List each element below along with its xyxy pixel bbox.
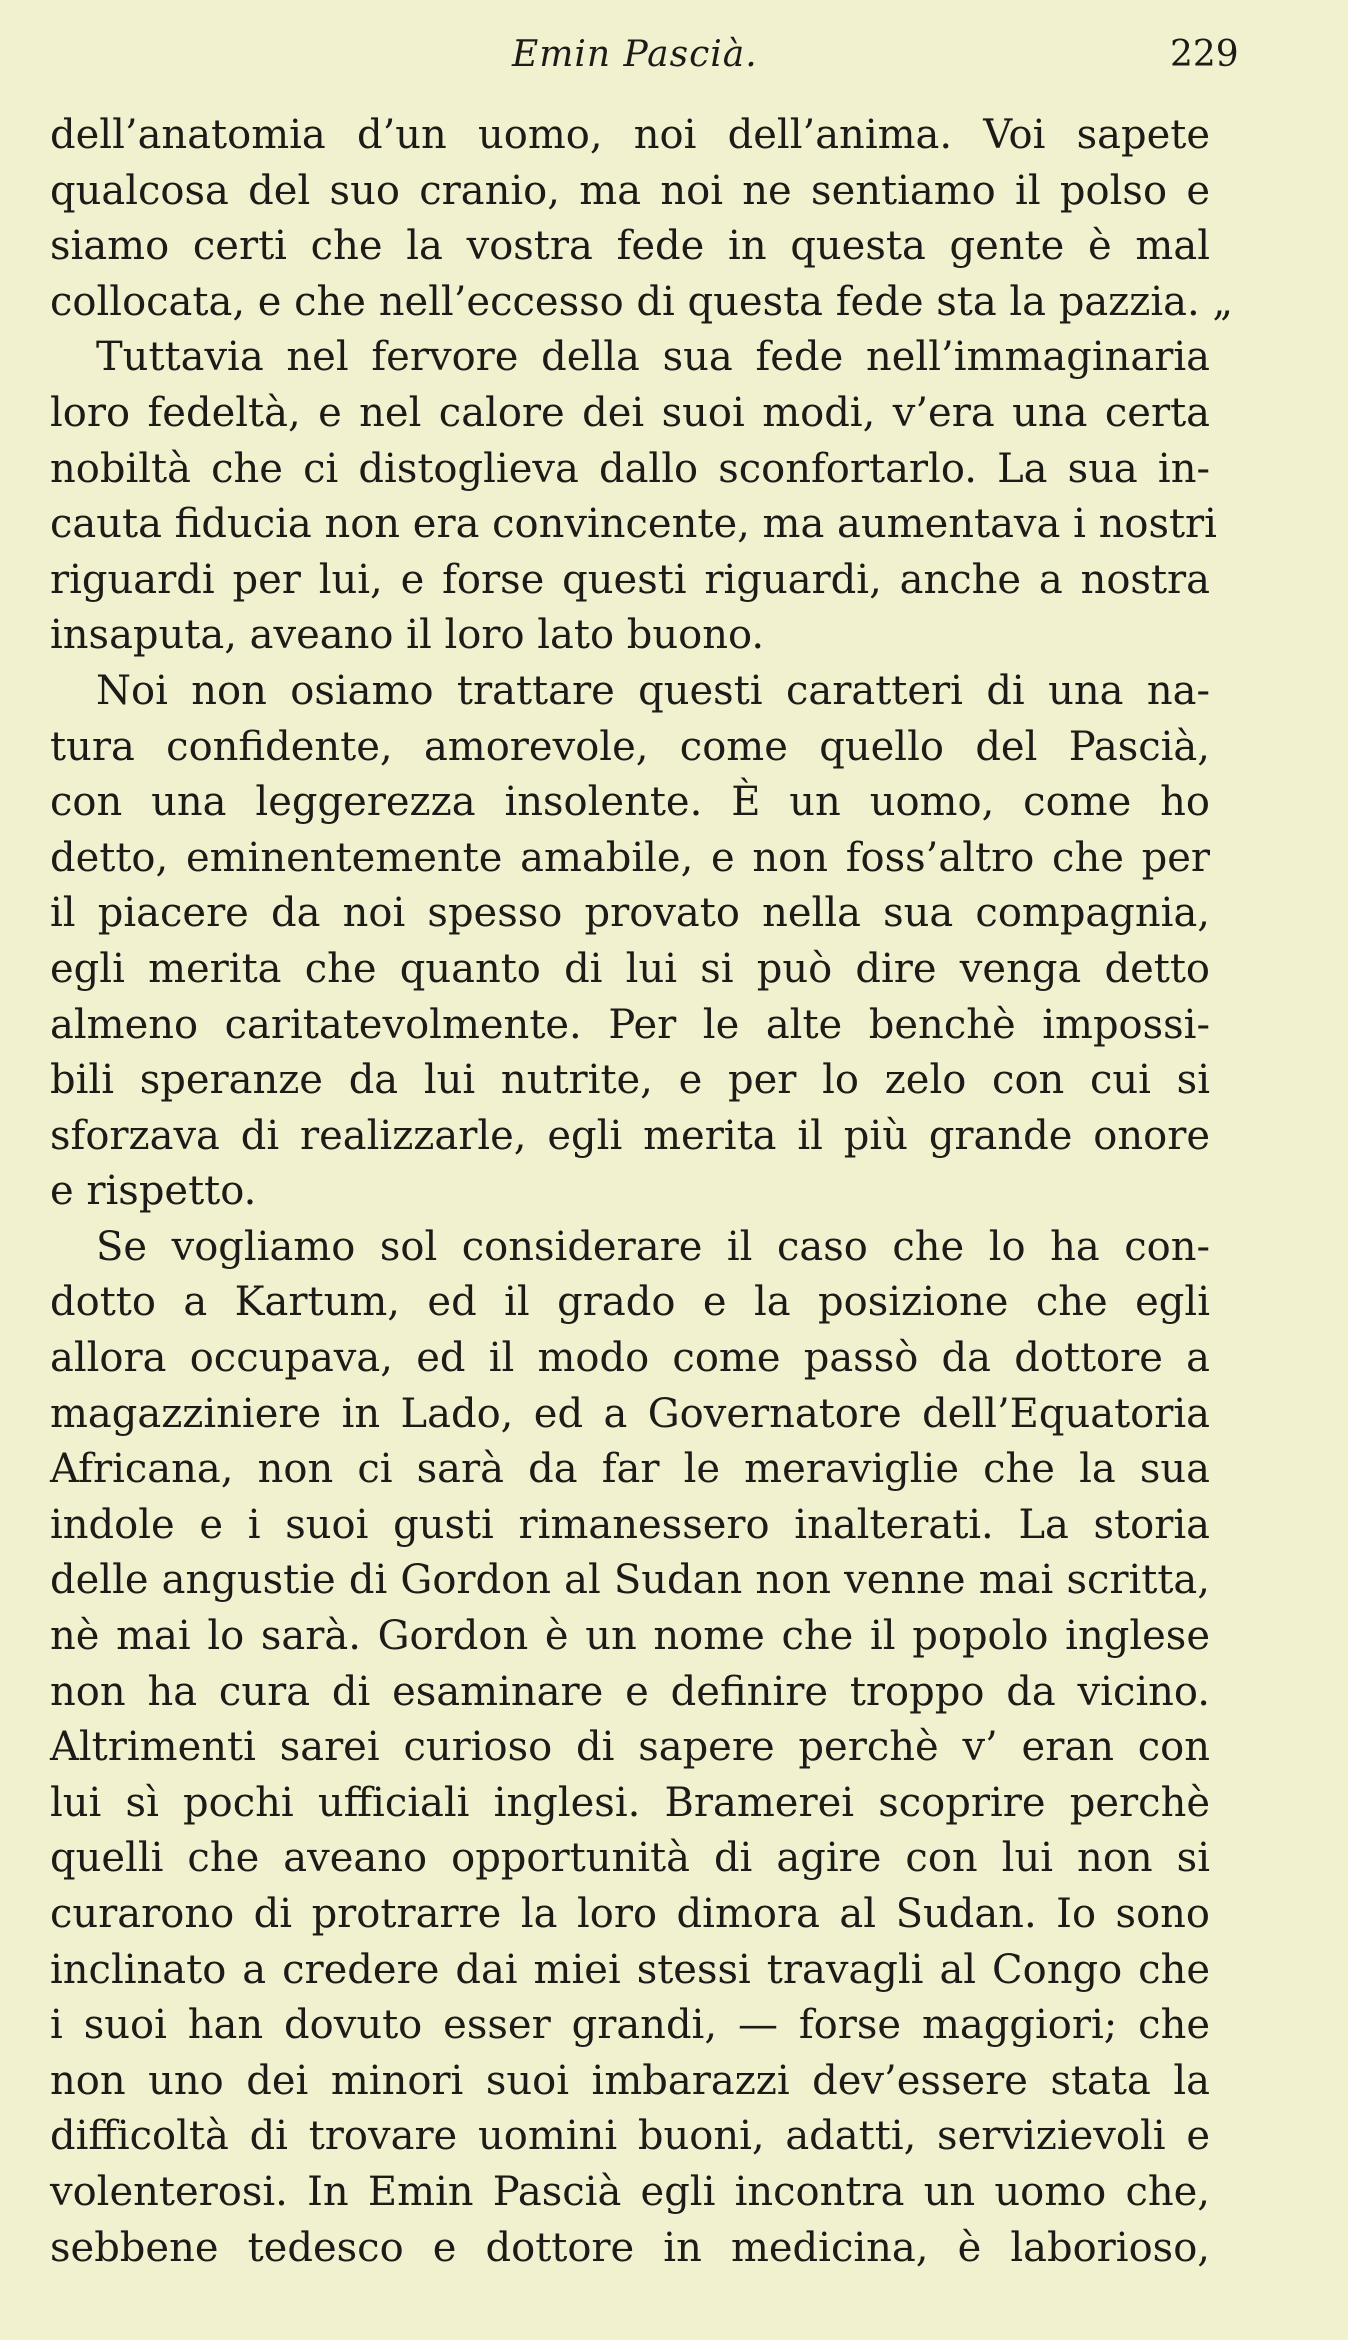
text-line: Altrimenti sarei curioso di sapere perchè v’ eran con [50, 1724, 1210, 1771]
text-line: almeno caritatevolmente. Per le alte benchè impossi- [50, 1001, 1210, 1048]
text-line: quelli che aveano opportunità di agire con lui non si [50, 1835, 1210, 1882]
text-line: Noi non osiamo trattare questi caratteri di una na- [96, 667, 1210, 714]
text-line: bili speranze da lui nutrite, e per lo zelo con cui si [50, 1057, 1210, 1104]
text-body [50, 108, 1234, 2276]
page-number: 229 [1170, 34, 1239, 75]
text-line: loro fedeltà, e nel calore dei suoi modi, v’era una certa [50, 389, 1210, 436]
text-line: non ha cura di esaminare e definire troppo da vicino. [50, 1668, 1210, 1715]
text-line: e rispetto. [50, 1168, 257, 1215]
text-line: volenterosi. In Emin Pascià egli incontra un uomo che, [50, 2168, 1210, 2215]
text-line: sforzava di realizzarle, egli merita il più grande onore [50, 1112, 1210, 1159]
text-line: indole e i suoi gusti rimanessero inalterati. La storia [50, 1501, 1210, 1548]
text-line: Africana, non ci sarà da far le meraviglie che la sua [50, 1446, 1210, 1493]
text-line: sebbene tedesco e dottore in medicina, è laborioso, [50, 2224, 1210, 2271]
text-line: il piacere da noi spesso provato nella sua compagnia, [50, 890, 1210, 937]
text-line: delle angustie di Gordon al Sudan non venne mai scritta, [50, 1557, 1210, 1604]
text-line: dell’anatomia d’un uomo, noi dell’anima. Voi sapete [50, 112, 1210, 158]
text-line: siamo certi che la vostra fede in questa gente è mal [50, 223, 1210, 270]
text-line: nè mai lo sarà. Gordon è un nome che il popolo inglese [50, 1613, 1210, 1660]
text-line: magazziniere in Lado, ed a Governatore dell’Equatoria [50, 1390, 1210, 1437]
text-line: difficoltà di trovare uomini buoni, adatti, servizievoli e [50, 2113, 1210, 2160]
text-line: insaputa, aveano il loro lato buono. [50, 612, 765, 659]
text-line: allora occupava, ed il modo come passò da dottore a [50, 1335, 1210, 1382]
text-line: egli merita che quanto di lui si può dire venga detto [50, 945, 1210, 992]
text-line: qualcosa del suo cranio, ma noi ne sentiamo il polso e [50, 167, 1210, 214]
text-line: non uno dei minori suoi imbarazzi dev’essere stata la [50, 2057, 1210, 2104]
text-line: i suoi han dovuto esser grandi, — forse maggiori; che [50, 2002, 1210, 2049]
text-line: curarono di protrarre la loro dimora al Sudan. Io sono [50, 1891, 1210, 1937]
text-line: collocata, e che nell’eccesso di questa fede sta la pazzia. „ [50, 278, 1234, 325]
text-line: Se vogliamo sol considerare il caso che lo ha con- [96, 1223, 1210, 1270]
text-line: Tuttavia nel fervore della sua fede nell’immaginaria [96, 334, 1210, 381]
text-line: detto, eminentemente amabile, e non foss’altro che per [50, 834, 1210, 881]
text-line: lui sì pochi ufficiali inglesi. Bramerei scoprire perchè [50, 1779, 1210, 1826]
text-line: con una leggerezza insolente. È un uomo, come ho [50, 779, 1210, 826]
text-line: riguardi per lui, e forse questi riguardi, anche a nostra [50, 556, 1210, 603]
text-line: tura confidente, amorevole, come quello del Pascià, [50, 723, 1210, 770]
text-line: cauta fiducia non era convincente, ma aumentava i nostri [50, 501, 1217, 548]
text-line: nobiltà che ci distoglieva dallo sconfortarlo. La sua in- [50, 445, 1210, 492]
text-line: inclinato a credere dai miei stessi travagli al Congo che [50, 1946, 1210, 1993]
text-line: dotto a Kartum, ed il grado e la posizione che egli [50, 1279, 1210, 1326]
running-head [0, 34, 1348, 84]
running-title: Emin Pascià. [512, 34, 758, 75]
